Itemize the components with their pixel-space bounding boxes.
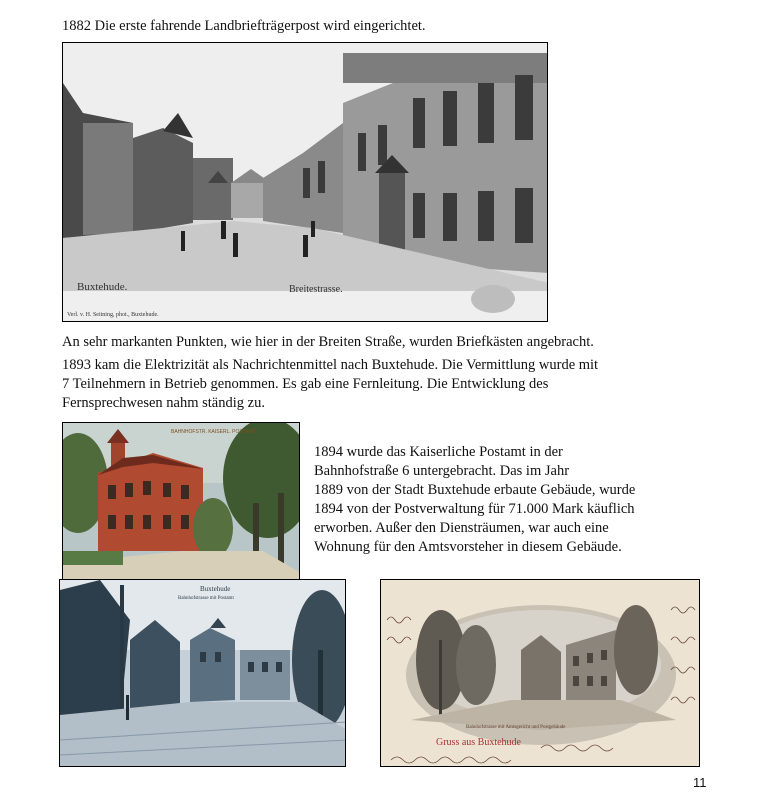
photo1-caption-right: Breitestrasse. <box>289 284 343 295</box>
paragraph-line: Wohnung für den Amtsvorsteher in diesem Gebäude. <box>314 539 622 555</box>
photo-bahnhofstrasse-postamt <box>59 579 346 767</box>
page-heading: 1882 Die erste fahrende Landbriefträgerpost wird eingerichtet. <box>62 18 426 34</box>
photo3-caption-sub: Bahnhofstrasse mit Postamt <box>178 596 234 601</box>
photo1-description: An sehr markanten Punkten, wie hier in der Breiten Straße, wurden Briefkästen angebracht. <box>62 334 594 350</box>
photo-kaiserliches-postamt <box>62 422 300 580</box>
photo-breitestrasse <box>62 42 548 322</box>
photo2-caption: BAHNHOFSTR. KAISERL. POSTAMT <box>171 429 256 435</box>
photo1-caption-left: Buxtehude. <box>77 281 128 293</box>
page-number: 11 <box>693 775 707 790</box>
photo1-publisher: Verl. v. H. Seitning, phot., Buxtehude. <box>67 312 159 318</box>
paragraph-line: 1894 wurde das Kaiserliche Postamt in der <box>314 444 563 460</box>
postcard-sepia-scene <box>381 580 700 767</box>
photo3-caption-title: Buxtehude <box>200 585 231 593</box>
paragraph-line: Bahnhofstraße 6 untergebracht. Das im Jahr <box>314 463 570 479</box>
bahnhofstrasse-blue-scene <box>60 580 346 767</box>
photo-gruss-aus-buxtehude <box>380 579 700 767</box>
photo4-caption-small: Bahnhofstrasse mit Amtsgericht und Postgebäude <box>466 725 566 730</box>
photo4-caption-main: Gruss aus Buxtehude <box>436 737 521 748</box>
postamt-color-scene <box>63 423 300 580</box>
breitestrasse-street-scene <box>63 43 548 322</box>
paragraph-electricity <box>62 356 702 413</box>
paragraph-line: 1889 von der Stadt Buxtehude erbaute Gebäude, wurde <box>314 482 636 498</box>
paragraph-line: 1894 von der Postverwaltung für 71.000 Mark käuflich <box>314 501 635 517</box>
paragraph-line: erworben. Außer den Diensträumen, war auch eine <box>314 520 609 536</box>
paragraph-line: 7 Teilnehmern in Betrieb genommen. Es gab eine Fernleitung. Die Entwicklung des <box>62 376 549 392</box>
paragraph-line: Fernsprechwesen nahm ständig zu. <box>62 395 265 411</box>
paragraph-postamt <box>314 443 694 557</box>
paragraph-line: 1893 kam die Elektrizität als Nachrichtenmittel nach Buxtehude. Die Vermittlung wurde mit <box>62 357 599 373</box>
